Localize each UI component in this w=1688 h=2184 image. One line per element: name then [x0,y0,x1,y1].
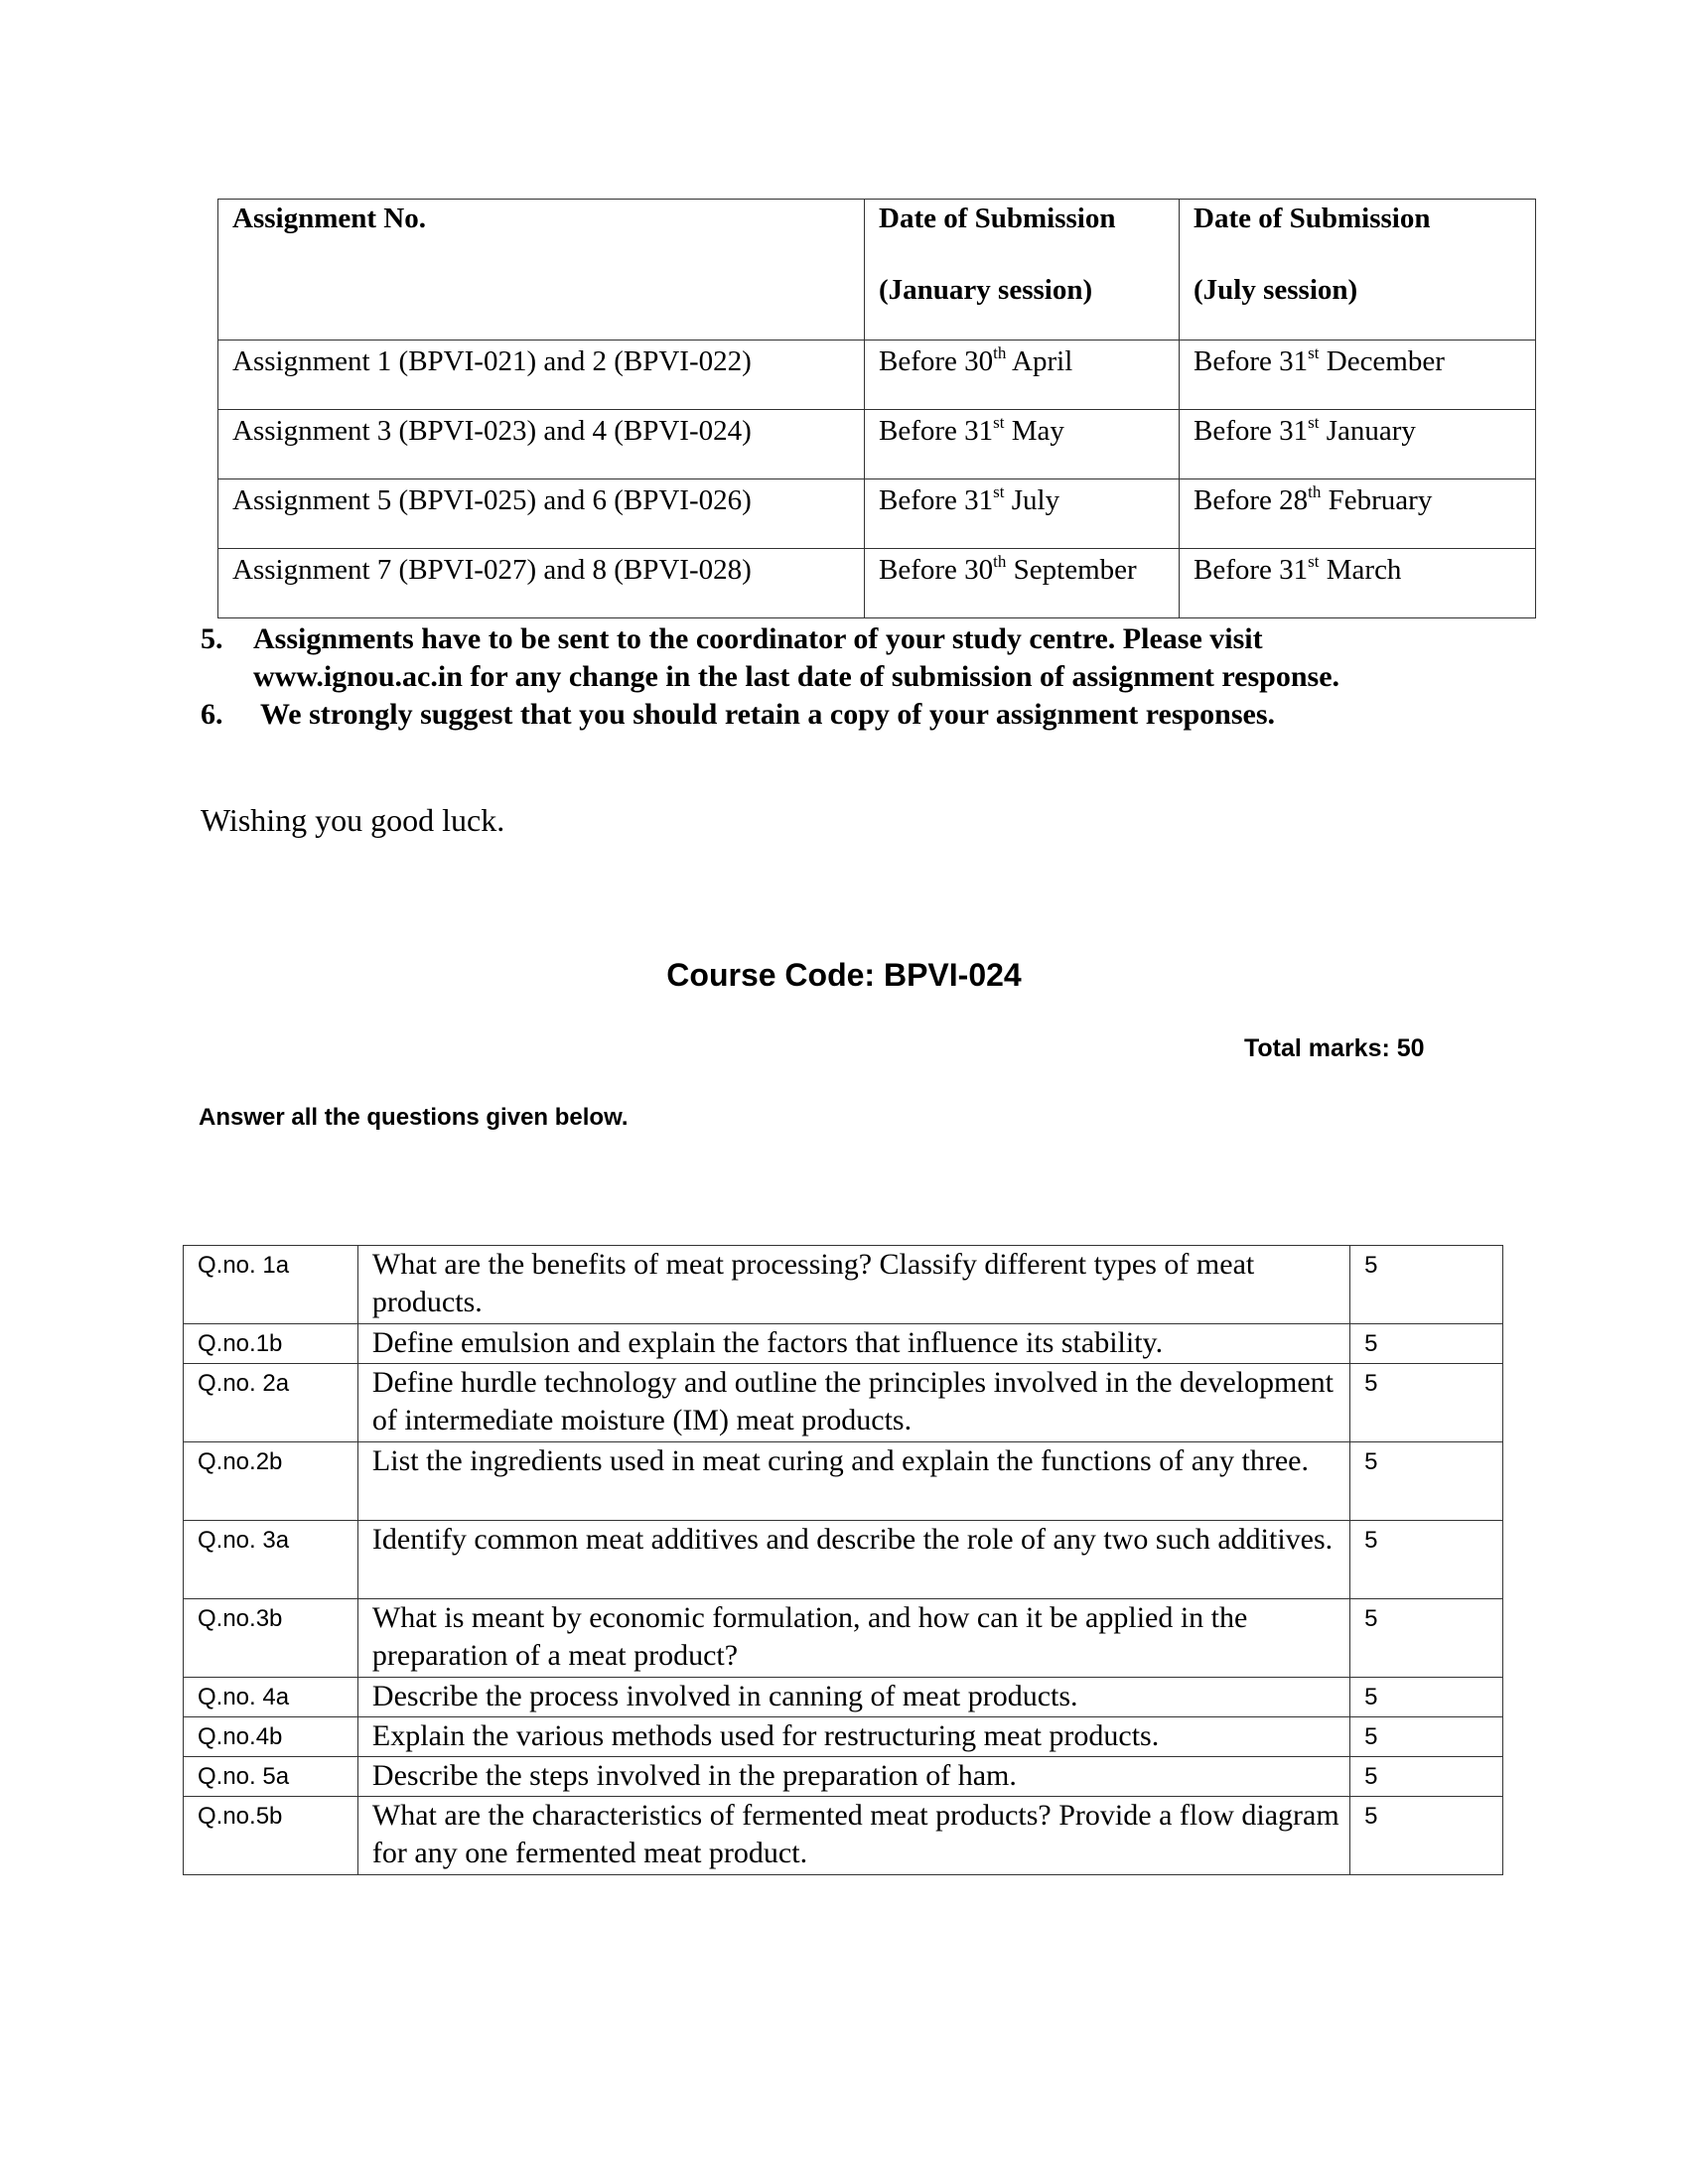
header-january-session [865,200,1180,341]
january-date-cell [865,341,1180,410]
question-number: Q.no. 3a [184,1521,358,1599]
header-july-line1: Date of Submission [1194,203,1431,234]
instruction-number: 6. [201,698,223,731]
ordinal-suffix: st [1308,413,1320,432]
question-row [184,1521,1503,1599]
date-prefix: Before 30 [879,554,994,586]
submission-schedule-table [217,199,1536,618]
course-code-heading: Course Code: BPVI-024 [666,957,1022,993]
questions-table [183,1245,1503,1875]
question-text: What are the characteristics of fermented meat products? Provide a flow diagram for any one fermented meat product. [357,1797,1349,1875]
assignment-cell: Assignment 7 (BPVI-027) and 8 (BPVI-028) [218,549,865,618]
question-marks: 5 [1350,1324,1503,1364]
header-assignment-label: Assignment No. [232,203,426,234]
instruction-text-line1: Assignments have to be sent to the coordinator of your study centre. Please visit [253,622,1263,655]
header-july-line2: (July session) [1194,274,1358,306]
question-row [184,1364,1503,1442]
ordinal-suffix: st [1308,343,1320,362]
question-marks: 5 [1350,1678,1503,1717]
ordinal-suffix: th [1308,482,1322,501]
date-prefix: Before 31 [1194,415,1309,447]
question-marks: 5 [1350,1717,1503,1757]
question-number: Q.no. 1a [184,1246,358,1324]
question-row [184,1324,1503,1364]
question-number: Q.no.5b [184,1797,358,1875]
question-row [184,1797,1503,1875]
july-date-cell [1180,341,1536,410]
july-date-cell [1180,410,1536,479]
question-text: Identify common meat additives and describe the role of any two such additives. [357,1521,1349,1599]
question-text: Define emulsion and explain the factors that influence its stability. [357,1324,1349,1364]
schedule-row [218,341,1536,410]
question-text: Describe the process involved in canning of meat products. [357,1678,1349,1717]
assignment-cell: Assignment 5 (BPVI-025) and 6 (BPVI-026) [218,479,865,549]
question-text: Explain the various methods used for restructuring meat products. [357,1717,1349,1757]
header-january-line2: (January session) [879,274,1093,306]
header-assignment-no [218,200,865,341]
date-prefix: Before 31 [879,415,994,447]
date-prefix: Before 28 [1194,484,1309,516]
date-prefix: Before 30 [879,345,994,377]
question-row [184,1717,1503,1757]
date-month: January [1319,415,1416,447]
instruction-item-6 [201,696,1275,734]
question-marks: 5 [1350,1599,1503,1678]
question-text: What are the benefits of meat processing? Classify different types of meat products. [357,1246,1349,1324]
answer-instruction: Answer all the questions given below. [199,1104,629,1131]
july-date-cell [1180,479,1536,549]
ordinal-suffix: th [993,343,1007,362]
instruction-item-5 [201,620,1339,696]
question-row [184,1246,1503,1324]
date-prefix: Before 31 [1194,345,1309,377]
question-number: Q.no.1b [184,1324,358,1364]
date-month: March [1319,554,1402,586]
question-row [184,1599,1503,1678]
question-number: Q.no.3b [184,1599,358,1678]
january-date-cell [865,410,1180,479]
date-month: September [1006,554,1137,586]
question-marks: 5 [1350,1797,1503,1875]
question-marks: 5 [1350,1442,1503,1521]
instruction-number: 5. [201,622,223,655]
question-text: Describe the steps involved in the preparation of ham. [357,1757,1349,1797]
header-july-session [1180,200,1536,341]
date-month: December [1319,345,1445,377]
closing-text: Wishing you good luck. [201,802,505,838]
question-number: Q.no.2b [184,1442,358,1521]
date-prefix: Before 31 [1194,554,1309,586]
ordinal-suffix: th [993,552,1007,571]
question-row [184,1678,1503,1717]
instruction-text: We strongly suggest that you should retain a copy of your assignment responses. [253,698,1276,731]
date-month: May [1004,415,1064,447]
instruction-text-line2: www.ignou.ac.in for any change in the last date of submission of assignment response. [253,660,1340,693]
question-marks: 5 [1350,1246,1503,1324]
question-number: Q.no. 5a [184,1757,358,1797]
question-row [184,1757,1503,1797]
assignment-cell: Assignment 3 (BPVI-023) and 4 (BPVI-024) [218,410,865,479]
question-number: Q.no. 4a [184,1678,358,1717]
ordinal-suffix: st [1308,552,1320,571]
ordinal-suffix: st [993,482,1005,501]
question-text: Define hurdle technology and outline the principles involved in the development of intermediate moisture (IM) meat products. [357,1364,1349,1442]
question-text: What is meant by economic formulation, and how can it be applied in the preparation of a meat product? [357,1599,1349,1678]
question-marks: 5 [1350,1364,1503,1442]
total-marks: Total marks: 50 [1244,1034,1425,1062]
january-date-cell [865,479,1180,549]
schedule-row [218,410,1536,479]
question-text: List the ingredients used in meat curing and explain the functions of any three. [357,1442,1349,1521]
date-month: April [1006,345,1073,377]
january-date-cell [865,549,1180,618]
question-number: Q.no.4b [184,1717,358,1757]
schedule-row [218,479,1536,549]
header-january-line1: Date of Submission [879,203,1116,234]
date-month: July [1004,484,1060,516]
question-number: Q.no. 2a [184,1364,358,1442]
date-prefix: Before 31 [879,484,994,516]
schedule-row [218,549,1536,618]
question-marks: 5 [1350,1521,1503,1599]
question-marks: 5 [1350,1757,1503,1797]
schedule-header-row [218,200,1536,341]
july-date-cell [1180,549,1536,618]
ordinal-suffix: st [993,413,1005,432]
date-month: February [1321,484,1433,516]
assignment-cell: Assignment 1 (BPVI-021) and 2 (BPVI-022) [218,341,865,410]
question-row [184,1442,1503,1521]
